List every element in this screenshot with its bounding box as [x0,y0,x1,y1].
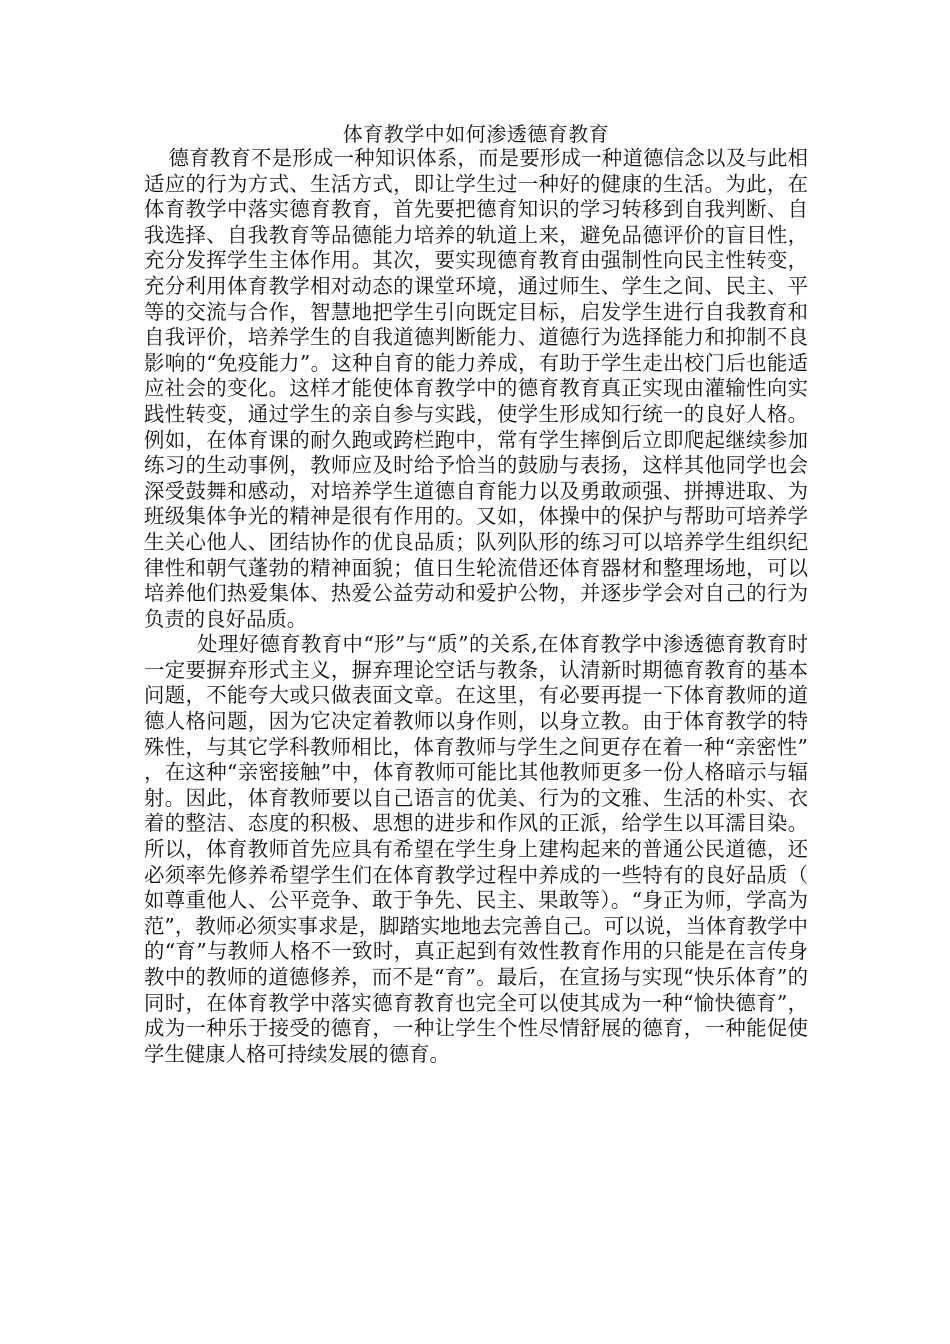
paragraph-2: 处理好德育教育中“形”与“质”的关系,在体育教学中渗透德育教育时一定要摒弃形式主义，摒弃理论空话与教条，认清新时期德育教育的基本问题，不能夸大或只做表面文章。在这里，有必要再提一下体育教师的道德人格问题，因为它决定着教师以身作则，以身立教。由于体育教学的特殊性，与其它学科教师相比，体育教师与学生之间更存在着一种“亲密性”，在这种“亲密接触”中，体育教师可能比其他教师更多一份人格暗示与辐射。因此，体育教师要以自己语言的优美、行为的文雅、生活的朴实、衣着的整洁、态度的积极、思想的进步和作风的正派，给学生以耳濡目染。所以，体育教师首先应具有希望在学生身上建构起来的普通公民道德，还必须率先修养希望学生们在体育教学过程中养成的一些特有的良好品质（如尊重他人、公平竞争、敢于争先、民主、果敢等）。“身正为师，学高为范”，教师必须实事求是，脚踏实地地去完善自己。可以说，当体育教学中的“育”与教师人格不一致时，真正起到有效性教育作用的只能是在言传身教中的教师的道德修养，而不是“育”。最后，在宣扬与实现“快乐体育”的同时，在体育教学中落实德育教育也完全可以使其成为一种“愉快德育”，成为一种乐于接受的德育，一种让学生个性尽情舒展的德育，一种能促使学生健康人格可持续发展的德育。 [144,632,808,1066]
document-title: 体育教学中如何渗透德育教育 [342,122,610,146]
document-body [144,122,808,1067]
paragraph-1: 德育教育不是形成一种知识体系，而是要形成一种道德信念以及与此相适应的行为方式、生活方式，即让学生过一种好的健康的生活。为此，在体育教学中落实德育教育，首先要把德育知识的学习转移到自我判断、自我选择、自我教育等品德能力培养的轨道上来，避免品德评价的盲目性，充分发挥学生主体作用。其次，要实现德育教育由强制性向民主性转变，充分利用体育教学相对动态的课堂环境，通过师生、学生之间、民主、平等的交流与合作，智慧地把学生引向既定目标，启发学生进行自我教育和自我评价，培养学生的自我道德判断能力、道德行为选择能力和抑制不良影响的“免疫能力”。这种自育的能力养成，有助于学生走出校门后也能适应社会的变化。这样才能使体育教学中的德育教育真正实现由灌输性向实践性转变，通过学生的亲自参与实践，使学生形成知行统一的良好人格。例如，在体育课的耐久跑或跨栏跑中，常有学生摔倒后立即爬起继续参加练习的生动事例，教师应及时给予恰当的鼓励与表扬，这样其他同学也会深受鼓舞和感动，对培养学生道德自育能力以及勇敢顽强、拼搏进取、为班级集体争光的精神是很有作用的。又如，体操中的保护与帮助可培养学生关心他人、团结协作的优良品质；队列队形的练习可以培养学生组织纪律性和朝气蓬勃的精神面貌；值日生轮流借还体育器材和整理场地，可以培养他们热爱集体、热爱公益劳动和爱护公物，并逐步学会对自己的行为负责的良好品质。 [144,146,808,631]
